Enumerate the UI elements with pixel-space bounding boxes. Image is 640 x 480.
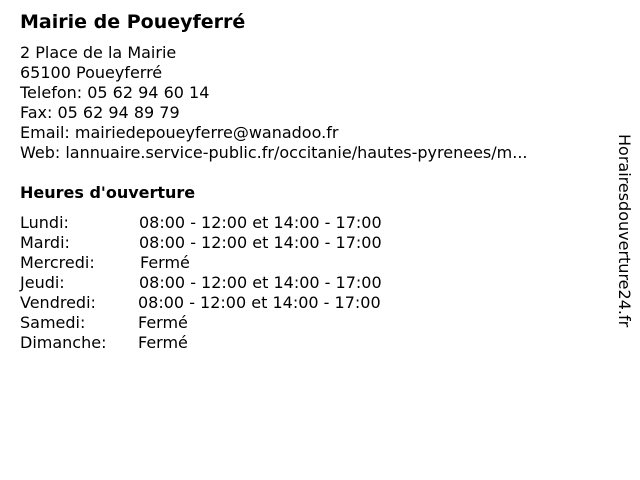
time-value: 08:00 - 12:00 et 14:00 - 17:00 — [139, 233, 382, 252]
day-label: Jeudi: — [20, 273, 65, 292]
email-text: Email: mairiedepoueyferre@wanadoo.fr — [20, 123, 339, 142]
address-line-1: 2 Place de la Mairie — [20, 43, 177, 62]
page-title: Mairie de Poueyferré — [20, 11, 246, 33]
contact-info — [20, 43, 527, 163]
time-value: Fermé — [138, 313, 188, 332]
time-value: 08:00 - 12:00 et 14:00 - 17:00 — [138, 293, 381, 312]
fax-text: Fax: 05 62 94 89 79 — [20, 103, 180, 122]
hours-row-wednesday — [20, 253, 440, 273]
day-label: Mardi: — [20, 233, 70, 252]
hours-heading: Heures d'ouverture — [20, 183, 196, 202]
day-label: Dimanche: — [20, 333, 107, 352]
day-label: Mercredi: — [20, 253, 95, 272]
day-label: Samedi: — [20, 313, 86, 332]
web-link[interactable]: Web: lannuaire.service-public.fr/occitanie/hautes-pyrenees/m... — [20, 143, 528, 162]
time-value: Fermé — [140, 253, 190, 272]
address-line-2: 65100 Poueyferré — [20, 63, 163, 82]
day-label: Vendredi: — [20, 293, 96, 312]
hours-row-saturday — [20, 313, 440, 333]
phone-text: Telefon: 05 62 94 60 14 — [20, 83, 210, 102]
brand-text: Horairesdouverture24.fr — [615, 134, 634, 328]
hours-row-sunday — [20, 333, 440, 353]
day-label: Lundi: — [20, 213, 69, 232]
time-value: 08:00 - 12:00 et 14:00 - 17:00 — [139, 273, 382, 292]
time-value: Fermé — [138, 333, 188, 352]
hours-row-thursday — [20, 273, 440, 293]
hours-table — [20, 213, 440, 353]
hours-row-monday — [20, 213, 440, 233]
hours-row-friday — [20, 293, 440, 313]
brand-watermark — [614, 134, 634, 372]
hours-row-tuesday — [20, 233, 440, 253]
time-value: 08:00 - 12:00 et 14:00 - 17:00 — [139, 213, 382, 232]
